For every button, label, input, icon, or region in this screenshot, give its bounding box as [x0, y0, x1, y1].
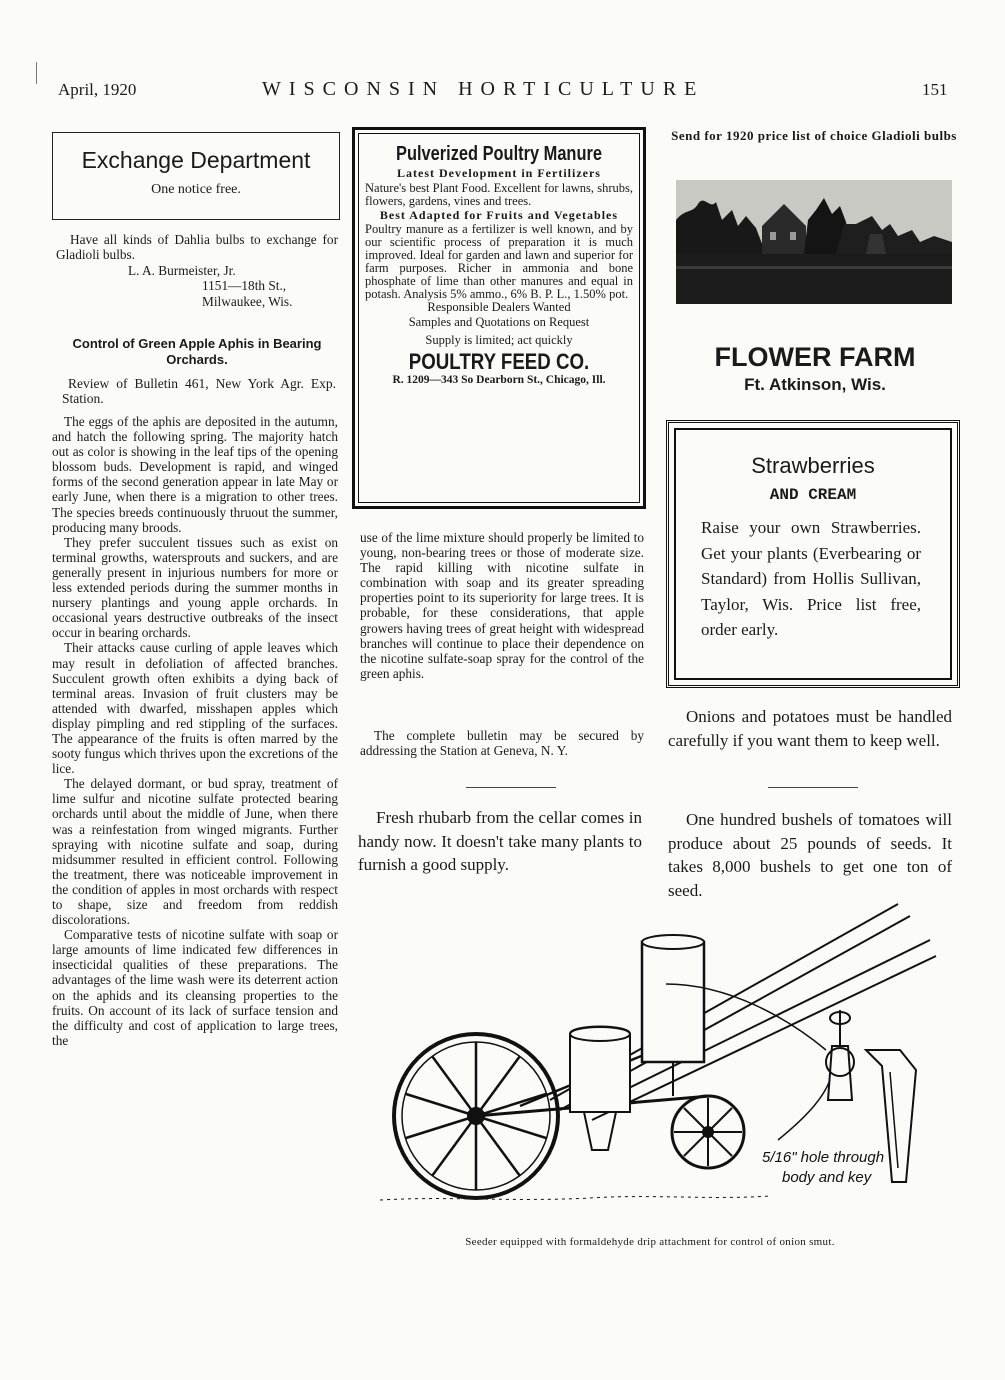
exchange-city: Milwaukee, Wis.	[202, 293, 293, 309]
flower-farm-name: FLOWER FARM	[714, 342, 916, 372]
tomato-note: One hundred bushels of tomatoes will produce about 25 pounds of seeds. It takes 8,000 bushels to get one ton of seed.	[668, 810, 952, 900]
rhubarb-note: Fresh rhubarb from the cellar comes in handy now. It doesn't take many plants to furnish a good supply.	[358, 808, 642, 874]
article-body	[52, 414, 338, 1048]
poultry-ad-subtitle2: Best Adapted for Fruits and Vegetables	[379, 208, 619, 223]
poultry-ad-samples: Samples and Quotations on Request	[408, 314, 590, 329]
strawberries-ad-title: Strawberries	[751, 453, 875, 478]
illustration-annotation: body and key	[782, 1169, 872, 1186]
illustration-caption: Seeder equipped with formaldehyde drip attachment for control of onion smut.	[465, 1236, 835, 1248]
article-source: Review of Bulletin 461, New York Agr. Exp. Station.	[62, 376, 336, 407]
header-title: WISCONSIN HORTICULTURE	[262, 78, 705, 100]
divider	[466, 787, 556, 788]
seeder-illustration	[370, 900, 960, 1230]
farm-photo-drawing	[676, 180, 952, 304]
exchange-notice	[56, 232, 338, 309]
exchange-title: Exchange Department	[81, 147, 311, 173]
article-paragraph: They prefer succulent tissues such as exist on terminal growths, watersprouts and suckers, and are generally present in injurious numbers for more or less extended periods during the summer months in nursery plantings and young apple orchards. In occasional years destructive outbreaks of the insect occur in bearing orchards.	[52, 534, 338, 641]
strawberries-ad-subtitle: AND CREAM	[769, 486, 857, 504]
exchange-box	[52, 132, 340, 220]
poultry-ad-subtitle: Latest Development in Fertilizers	[397, 166, 601, 180]
poultry-ad-company: POULTRY FEED CO.	[408, 348, 590, 374]
poultry-ad-body2: Poultry manure as a fertilizer is well known, and by our scientific process of preparation it is much improved. Ideal for garden and lawn and superior for farm purposes. Richer in ammonia and bone phosphate of lime than other manures and equal in potash. Analysis 5% ammo., 6% B. P. L., 1.50% pot.	[365, 222, 633, 301]
poultry-ad	[352, 127, 646, 509]
article-closing: The complete bulletin may be secured by addressing the Station at Geneva, N. Y.	[360, 728, 644, 759]
exchange-notice-text: Have all kinds of Dahlia bulbs to exchange for Gladioli bulbs.	[56, 232, 338, 263]
margin-mark	[36, 62, 37, 84]
page-number: 151	[922, 80, 948, 99]
poultry-ad-title: Pulverized Poultry Manure	[396, 143, 602, 165]
article-continuation: use of the lime mixture should properly be limited to young, non-bearing trees or those of moderate size. The rapid killing with nicotine sulfate in combination with soap and its greater spreading properties point to its superiority for large trees. It is probable, for these considerations, that apple growers having trees of great height with widespread branches will continue to place their dependence on the nicotine sulfate-soap spray for the control of the green aphis.	[360, 530, 644, 681]
flower-farm-location: Ft. Atkinson, Wis.	[744, 375, 886, 394]
article-paragraph: Their attacks cause curling of apple leaves which may result in defoliation of affected branches. Succulent growth often exhibits a dying back of terminal areas. Invasion of fruit clusters may be attended with dwarfed, misshapen apples which display pimpling and red stippling of the surfaces. The appearance of the fruits is often marred by the sooty fungus which thrives upon the excretions of the lice.	[52, 640, 338, 777]
flower-farm-intro: Send for 1920 price list of choice Gladioli bulbs	[671, 128, 957, 143]
poultry-ad-supply: Supply is limited; act quickly	[425, 332, 573, 347]
exchange-subtitle: One notice free.	[151, 182, 241, 197]
farm-photo	[676, 180, 952, 304]
article-paragraph: The delayed dormant, or bud spray, treatment of lime sulfur and nicotine sulfate protected bearing orchards until about the middle of June, when there was a reinfestation from winged migrants. Further spraying with nicotine sulfate and soap, during midsummer resulted in efficient control. Following the treatment, there was noticeable improvement in the condition of apples in most orchards with respect to shape, size and freedom from reddish discolorations.	[52, 776, 338, 928]
exchange-street: 1151—18th St.,	[202, 278, 287, 294]
header-date: April, 1920	[58, 80, 137, 99]
divider	[768, 787, 858, 788]
poultry-ad-dealers: Responsible Dealers Wanted	[427, 299, 571, 314]
article-paragraph: The eggs of the aphis are deposited in the autumn, and hatch the following spring. The majority hatch out as color is showing in the leaf tips of the opening blossom buds. Development is rapid, and winged forms of the second generation appear in late May or early June, when there is a migration to other trees. The species breeds continuously thruout the summer, producing many broods.	[52, 414, 338, 535]
onions-note: Onions and potatoes must be handled carefully if you want them to keep well.	[668, 707, 952, 750]
exchange-name: L. A. Burmeister, Jr.	[128, 262, 236, 278]
strawberries-ad	[666, 420, 960, 688]
article-title: Control of Green Apple Aphis in Bearing Orchards.	[72, 336, 322, 367]
strawberries-ad-body: Raise your own Strawberries. Get your plants (Everbearing or Standard) from Hollis Sullivan, Taylor, Wis. Price list free, order early.	[701, 518, 921, 639]
illustration-annotation: 5/16" hole through	[762, 1149, 885, 1166]
article-paragraph: Comparative tests of nicotine sulfate with soap or large amounts of lime indicated few differences in insecticidal qualities of these preparations. The advantages of the lime wash were its deterrent action on the aphids and its cleansing properties to the fruits. On account of its lack of surface tension and the difficulty and cost of application to large trees, the	[52, 927, 338, 1048]
poultry-ad-body1: Nature's best Plant Food. Excellent for lawns, shrubs, flowers, gardens, vines and trees.	[365, 181, 633, 209]
poultry-ad-address: R. 1209—343 So Dearborn St., Chicago, Ill.	[392, 373, 606, 386]
